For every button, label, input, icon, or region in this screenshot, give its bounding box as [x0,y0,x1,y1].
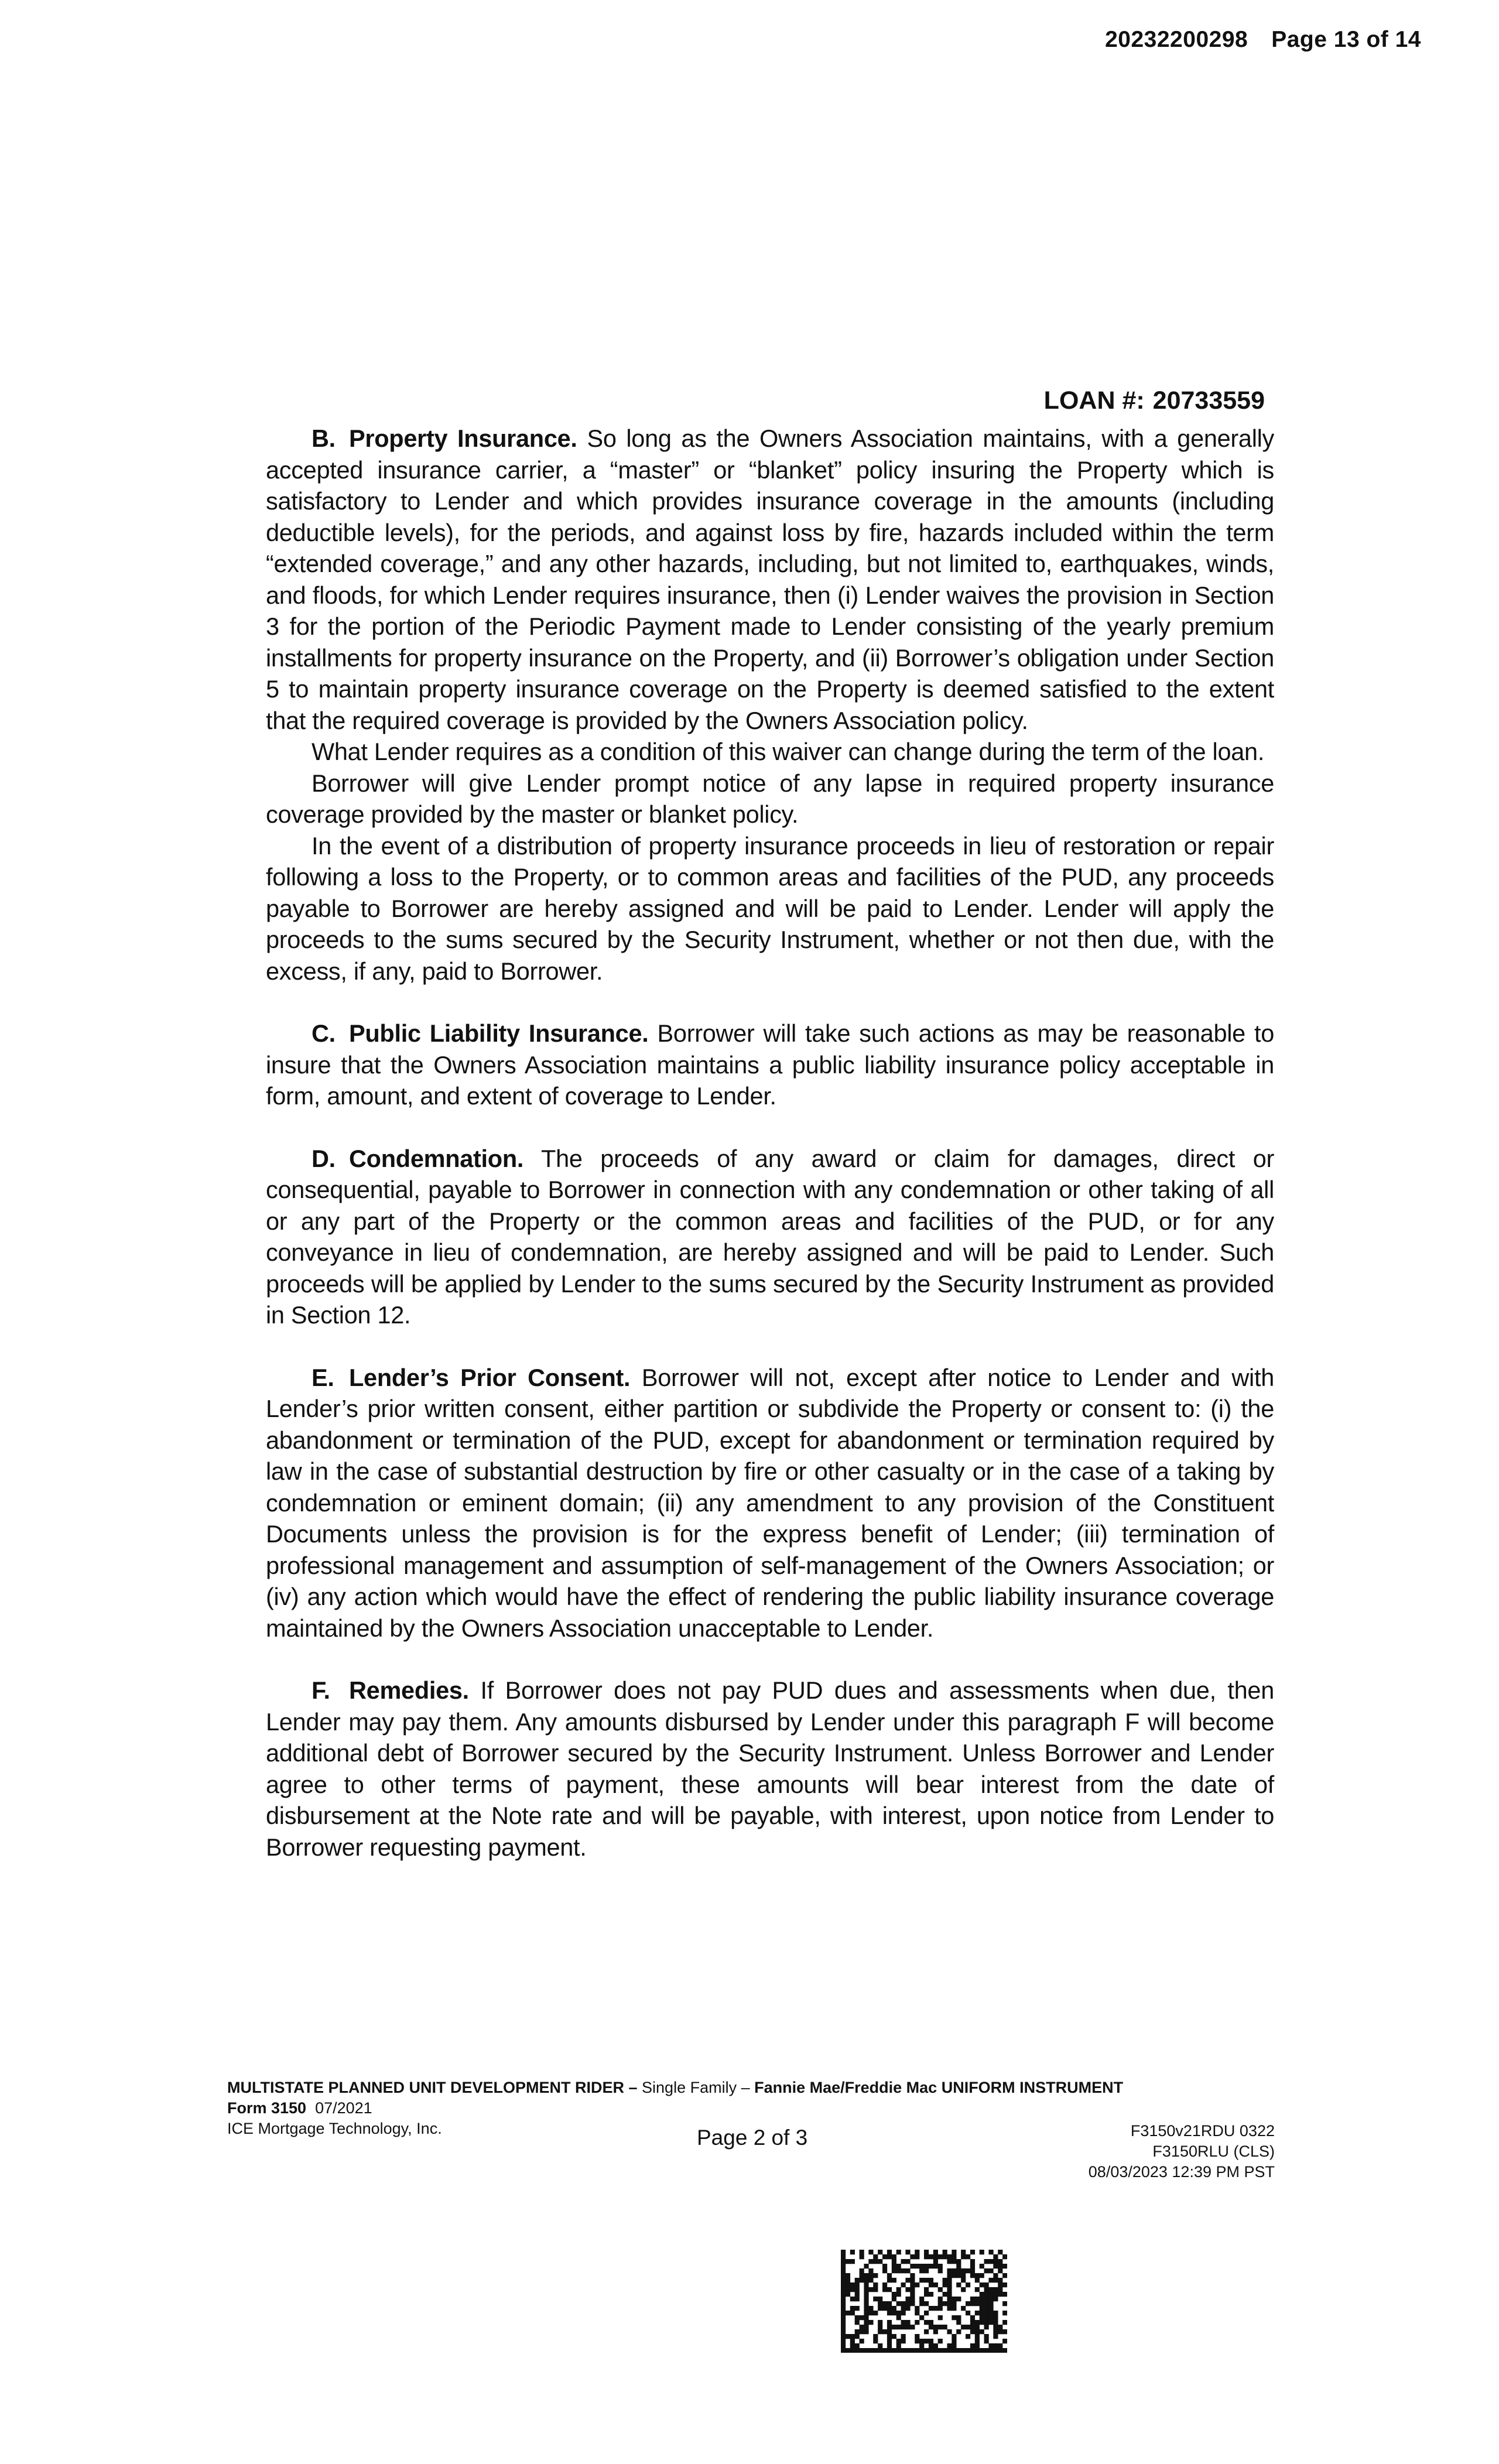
loan-number-line [1044,386,1265,415]
loan-label: LOAN #: [1043,386,1145,415]
section-b-heading: B. Property Insurance. [312,425,577,452]
qr-barcode-icon [841,2250,1007,2353]
document-number: 20232200298 [1105,27,1248,52]
section-d-paragraph: D. Condemnation. The proceeds of any award or claim for damages, direct or consequential, payable to Borrower in connection with any condemnation or other taking of all or any part of the Property or the common areas and facilities of the PUD, or for any conveyance in lieu of condemnation, are hereby assigned and will be paid to Lender. Such proceeds will be applied by Lender to the sums secured by the Security Instrument as provided in Section 12. [266,1144,1274,1329]
footer-right [1089,2121,1275,2182]
section-c-heading: C. Public Liability Insurance. [312,1019,649,1047]
footer-code-2: F3150RLU (CLS) [1152,2143,1275,2160]
section-e-heading: E. Lender’s Prior Consent. [312,1363,631,1391]
section-d-heading: D. Condemnation. [312,1144,524,1172]
section-b-paragraph: B. Property Insurance. So long as the Owners Association maintains, with a generally accepted insurance carrier, a “master” or “blanket” policy insuring the Property which is satisfactory to Lender and which provides insurance coverage in the amounts (including deductible levels), for the periods, and against loss by fire, hazards included within the term “extended coverage,” and any other hazards, including, but not limited to, earthquakes, winds, and floods, for which Lender requires insurance, then (i) Lender waives the provision in Section 3 for the portion of the Periodic Payment made to Lender consisting of the yearly premium installments for property insurance on the Property, and (ii) Borrower’s obligation under Section 5 to maintain property insurance coverage on the Property is deemed satisfied to the extent that the required coverage is provided by the Owners Association policy. [266,425,1275,734]
footer-left [227,2078,1123,2139]
page-count: Page 13 of 14 [1271,27,1421,52]
page-header [1105,27,1421,53]
footer-form-number: Form 3150 07/2021 [227,2099,372,2117]
section-b-notice-paragraph: Borrower will give Lender prompt notice of any lapse in required property insurance coverage provided by the master or blanket policy. [266,769,1274,828]
footer-company: ICE Mortgage Technology, Inc. [227,2120,442,2137]
section-b-waiver-paragraph: What Lender requires as a condition of this waiver can change during the term of the loan. [312,738,1265,765]
section-f-paragraph: F. Remedies. If Borrower does not pay PUD dues and assessments when due, then Lender may pay them. Any amounts disbursed by Lender under this paragraph F will become additional debt of Borrower secured by the Security Instrument. Unless Borrower and Lender agree to other terms of payment, these amounts will bear interest from the date of disbursement at the Note rate and will be payable, with interest, upon notice from Lender to Borrower requesting payment. [266,1676,1274,1861]
section-f-heading: F. Remedies. [312,1676,469,1704]
section-b-proceeds-paragraph: In the event of a distribution of property insurance proceeds in lieu of restoration or repair following a loss to the Property, or to common areas and facilities of the PUD, any proceeds payable to Borrower are hereby assigned and will be paid to Lender. Lender will apply the proceeds to the sums secured by the Security Instrument, whether or not then due, with the excess, if any, paid to Borrower. [266,831,1274,985]
loan-number: 20733559 [1152,386,1265,415]
footer-timestamp: 08/03/2023 12:39 PM PST [1088,2163,1275,2181]
section-e-paragraph: E. Lender’s Prior Consent. Borrower will not, except after notice to Lender and with Lender’s prior written consent, either partition or subdivide the Property or consent to: (i) the abandonment or termination of the PUD, except for abandonment or termination required by law in the case of substantial destruction by fire or other casualty or in the case of a taking by condemnation or eminent domain; (ii) any amendment to any provision of the Constituent Documents unless the provision is for the express benefit of Lender; (iii) termination of professional management and assumption of self-management of the Owners Association; or (iv) any action which would have the effect of rendering the public liability insurance coverage maintained by the Owners Association unacceptable to Lender. [266,1363,1274,1642]
footer-form-title: MULTISTATE PLANNED UNIT DEVELOPMENT RIDER – Single Family – Fannie Mae/Freddie Mac UNIFORM INSTRUMENT [227,2079,1124,2096]
section-c-paragraph: C. Public Liability Insurance. Borrower will take such actions as may be reasonable to insure that the Owners Association maintains a public liability insurance policy acceptable in form, amount, and extent of coverage to Lender. [266,1019,1274,1110]
footer-page-number: Page 2 of 3 [697,2126,808,2150]
footer-code-1: F3150v21RDU 0322 [1130,2122,1275,2140]
rider-body [266,423,1274,1863]
